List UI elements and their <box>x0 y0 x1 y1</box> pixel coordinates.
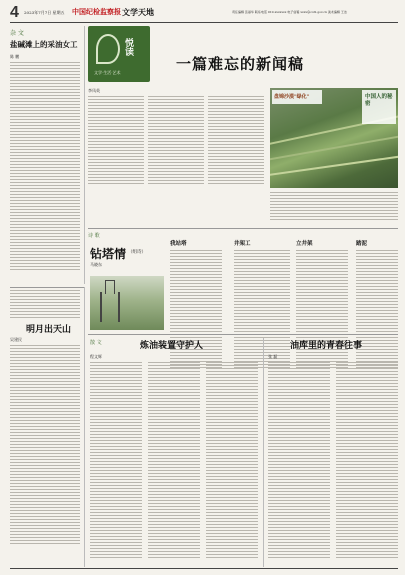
banner-label: 悦读 <box>123 38 133 56</box>
page-header <box>10 6 398 22</box>
poem-title-1: 我站塔 <box>170 241 187 247</box>
feature-col1-lines <box>88 96 144 186</box>
newspaper-name: 中国纪检监察报 <box>72 7 121 16</box>
moon-title: 明月出天山 <box>26 325 72 335</box>
refinery-title: 炼油装置守护人 <box>140 341 204 351</box>
left-article <box>10 26 82 284</box>
feature-banner <box>88 26 150 82</box>
page-date: 2023年7月7日 星期五 <box>24 10 65 15</box>
banner-subtitle: 文学·生活·艺术 <box>94 70 121 75</box>
youth-author: 张 磊 <box>268 354 278 359</box>
feature-col3-lines <box>208 96 264 186</box>
article-body-lines <box>10 62 80 272</box>
poem-illustration <box>90 276 164 330</box>
photo-caption-1: 盘锦沙漠"绿化" <box>274 94 310 100</box>
page-number: 4 <box>10 4 19 21</box>
moon-body-lines <box>10 345 80 546</box>
left-article-continued <box>10 290 80 320</box>
kicker-sanwen: 散 文 <box>90 340 102 346</box>
banner-leaf-icon <box>96 34 120 64</box>
youth-title: 油库里的青春往事 <box>290 341 363 351</box>
photo-caption-2: 中国人的秘密 <box>365 94 393 107</box>
poem-title-4: 踏泥 <box>356 241 368 247</box>
poems-title: 钻塔情 <box>90 247 127 261</box>
feature-title: 一篇难忘的新闻稿 <box>176 55 305 73</box>
youth-col1 <box>268 362 330 560</box>
article-title: 盐碱滩上的采油女工 <box>10 40 78 49</box>
feature-author: 李凤英 <box>88 88 100 93</box>
refinery-author: 程文辉 <box>90 354 102 359</box>
refinery-col1 <box>90 362 142 560</box>
poem-lines-3 <box>296 250 348 370</box>
poem-lines-4 <box>356 250 398 370</box>
poem-lines-2 <box>234 250 290 370</box>
poems-subtitle: （组诗） <box>128 250 146 255</box>
refinery-col3 <box>206 362 258 560</box>
refinery-col2 <box>148 362 200 560</box>
poems-author: 马晓东 <box>90 262 102 267</box>
feature-col4-lines <box>270 192 398 222</box>
feature-col2-lines <box>148 96 204 186</box>
article-author: 陈 鹏 <box>10 54 20 59</box>
editor-info: 责任编辑 张丽华 联系电话 010-xxxxxxx 电子信箱 xxxx@ccdi.gov.cn 美术编辑 王洁 <box>232 10 347 14</box>
kicker-poem: 诗 歌 <box>88 233 100 239</box>
feature-photo <box>270 88 398 188</box>
kicker-zawen: 杂 文 <box>10 30 24 37</box>
poem-lines-1 <box>170 250 222 370</box>
poem-title-2: 井架工 <box>234 241 251 247</box>
poem-title-3: 立井架 <box>296 241 313 247</box>
youth-col2 <box>336 362 398 560</box>
section-name: 文学天地 <box>122 8 154 17</box>
moon-author: 吴建民 <box>10 337 22 342</box>
